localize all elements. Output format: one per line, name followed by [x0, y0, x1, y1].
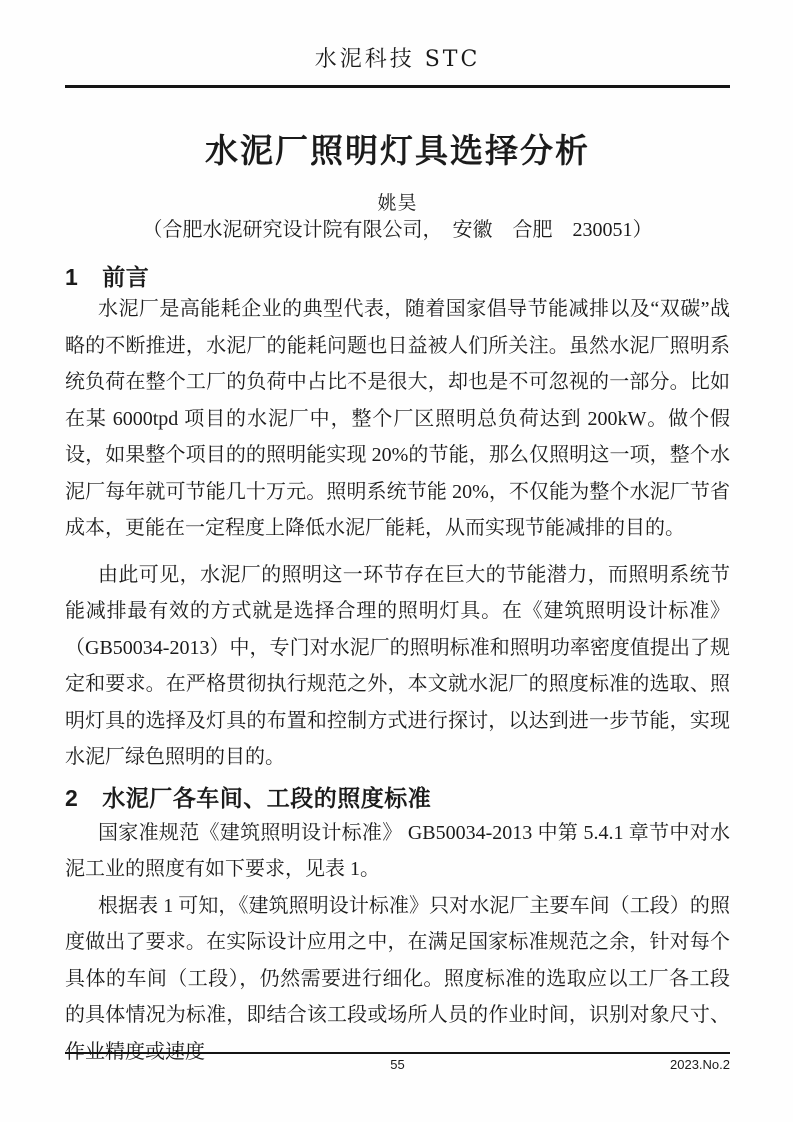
footer-row — [65, 1057, 730, 1075]
paragraph: 根据表 1 可知，《建筑照明设计标准》只对水泥厂主要车间（工段）的照度做出了要求。在实际设计应用之中，在满足国家标准规范之余，针对每个具体的车间（工段），仍然需要进行细化。照度标准的选取应以工厂各工段的具体情况为标准，即结合该工段或场所人员的作业时间，识别对象尺寸、作业精度或速度 — [65, 894, 730, 1063]
author-affiliation: （合肥水泥研究设计院有限公司， 安徽 合肥 230051） — [142, 219, 653, 241]
section-2-number: 2 — [65, 784, 79, 811]
section-2-title: 水泥厂各车间、工段的照度标准 — [102, 784, 432, 811]
paragraph: 水泥厂是高能耗企业的典型代表，随着国家倡导节能减排以及“双碳”战略的不断推进，水泥厂的能耗问题也日益被人们所关注。虽然水泥厂照明系统负荷在整个工厂的负荷中占比不是很大，却也是不可忽视的一部分。比如在某 6000tpd 项目的水泥厂中，整个厂区照明总负荷达到 200kW。做个假设，如果整个项目的的照明能实现 20%的节能，那么仅照明这一项，整个水泥厂每年就可节能几十万元。照明系统节能 20%，不仅能为整个水泥厂节省成本，更能在一定程度上降低水泥厂能耗，从而实现节能减排的目的。 — [65, 298, 730, 539]
footer-rule — [65, 1052, 730, 1054]
page-number: 55 — [390, 1057, 405, 1072]
article-title: 水泥厂照明灯具选择分析 — [205, 132, 590, 169]
section-1-title: 前言 — [102, 264, 150, 290]
section-2-heading — [65, 785, 730, 812]
section-1-heading — [65, 264, 730, 291]
paragraph: 国家准规范《建筑照明设计标准》 GB50034-2013 中第 5.4.1 章节中对水泥工业的照度有如下要求，见表 1。 — [65, 821, 730, 880]
author-name: 姚昊 — [377, 193, 418, 214]
issue-number: 2023.No.2 — [670, 1057, 730, 1072]
paragraph: 由此可见，水泥厂的照明这一环节存在巨大的节能潜力，而照明系统节能减排最有效的方式就是选择合理的照明灯具。在《建筑照明设计标准》（GB50034-2013）中，专门对水泥厂的照明标准和照明功率密度值提出了规定和要求。在严格贯彻执行规范之外，本文就水泥厂的照度标准的选取、照明灯具的选择及灯具的布置和控制方式进行探讨，以达到进一步节能，实现水泥厂绿色照明的目的。 — [65, 563, 730, 768]
section-1-number: 1 — [65, 264, 79, 290]
journal-title: 水泥科技 STC — [314, 47, 481, 72]
header-rule — [65, 85, 730, 88]
page-content — [65, 0, 730, 1070]
page-footer — [65, 1052, 730, 1075]
